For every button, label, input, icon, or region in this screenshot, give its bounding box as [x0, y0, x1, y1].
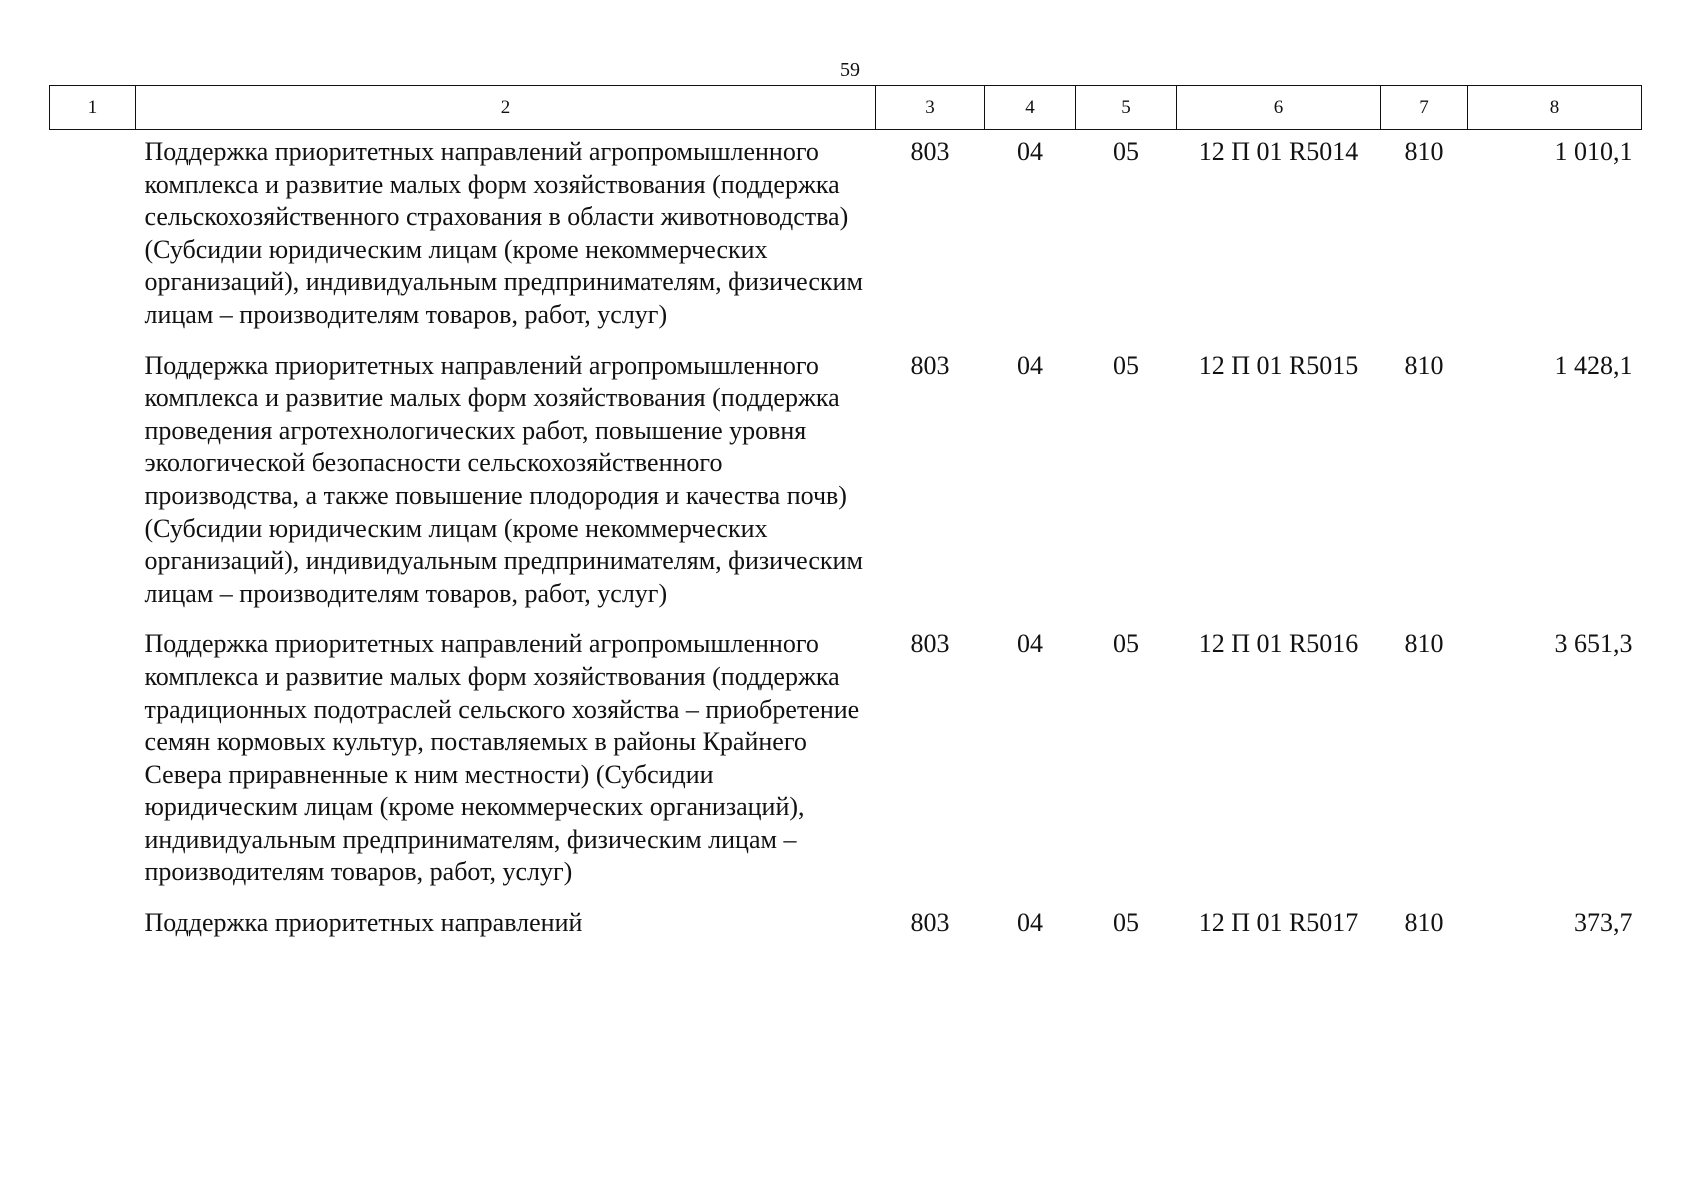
header-col-4: 4	[985, 86, 1076, 130]
section-code-cell: 04	[1017, 137, 1043, 166]
expense-type-cell: 810	[1404, 137, 1444, 166]
ministry-code-cell: 803	[910, 137, 950, 166]
expense-name-cell: Поддержка приоритетных направлений	[144, 908, 583, 938]
expense-name-cell: Поддержка приоритетных направлений агропромышленного комплекса и развитие малых форм хозяйствования (поддержка традиционных подотраслей сельского хозяйства – приобретение семян кормовых культур, поставляемых в районы Крайнего Севера приравненные к ним местности) (Субсидии юридическим лицам (кроме некоммерческих организаций), индивидуальным предпринимателям, физическим лицам – производителям товаров, работ, услуг)	[144, 629, 860, 887]
header-col-6: 6	[1177, 86, 1381, 130]
expense-type-cell: 810	[1404, 908, 1444, 938]
page-number: 59	[840, 59, 860, 81]
table-header	[50, 86, 1642, 130]
expense-name-cell: Поддержка приоритетных направлений агропромышленного комплекса и развитие малых форм хозяйствования (поддержка сельскохозяйственного страхования в области животноводства) (Субсидии юридическим лицам (кроме некоммерческих организаций), индивидуальным предпринимателям, физическим лицам – производителям товаров, работ, услуг)	[144, 137, 863, 329]
header-col-1: 1	[50, 86, 136, 130]
amount-cell: 373,7	[1574, 908, 1633, 938]
subsection-code-cell: 05	[1113, 350, 1139, 380]
header-col-7: 7	[1381, 86, 1468, 130]
header-col-3: 3	[876, 86, 985, 130]
table-row	[50, 622, 1642, 901]
target-item-cell: 12 П 01 R5014	[1198, 137, 1359, 166]
section-code-cell: 04	[1017, 629, 1043, 659]
table-body	[50, 130, 1642, 952]
ministry-code-cell: 803	[910, 629, 950, 659]
header-col-5: 5	[1076, 86, 1177, 130]
row-number-cell	[50, 344, 136, 623]
target-item-cell: 12 П 01 R5015	[1198, 350, 1359, 380]
row-number-cell	[50, 130, 136, 344]
ministry-code-cell: 803	[910, 908, 950, 938]
header-row	[50, 86, 1642, 130]
subsection-code-cell: 05	[1113, 908, 1139, 938]
table-row	[50, 344, 1642, 623]
header-col-2: 2	[136, 86, 876, 130]
expense-name-cell: Поддержка приоритетных направлений агропромышленного комплекса и развитие малых форм хозяйствования (поддержка проведения агротехнологических работ, повышение уровня экологической безопасности сельскохозяйственного производства, а также повышение плодородия и качества почв) (Субсидии юридическим лицам (кроме некоммерческих организаций), индивидуальным предпринимателям, физическим лицам – производителям товаров, работ, услуг)	[144, 350, 863, 608]
amount-cell: 1 428,1	[1554, 350, 1633, 380]
expense-type-cell: 810	[1404, 350, 1444, 380]
amount-cell: 1 010,1	[1554, 137, 1633, 166]
row-number-cell	[50, 622, 136, 901]
row-number-cell	[50, 901, 136, 952]
subsection-code-cell: 05	[1113, 137, 1139, 166]
target-item-cell: 12 П 01 R5017	[1198, 908, 1359, 938]
section-code-cell: 04	[1017, 908, 1043, 938]
table-row	[50, 901, 1642, 952]
section-code-cell: 04	[1017, 350, 1043, 380]
target-item-cell: 12 П 01 R5016	[1198, 629, 1359, 659]
table-row	[50, 130, 1642, 344]
ministry-code-cell: 803	[910, 350, 950, 380]
subsection-code-cell: 05	[1113, 629, 1139, 659]
header-col-8: 8	[1468, 86, 1642, 130]
amount-cell: 3 651,3	[1554, 629, 1633, 659]
budget-table	[49, 85, 1642, 952]
expense-type-cell: 810	[1404, 629, 1444, 659]
